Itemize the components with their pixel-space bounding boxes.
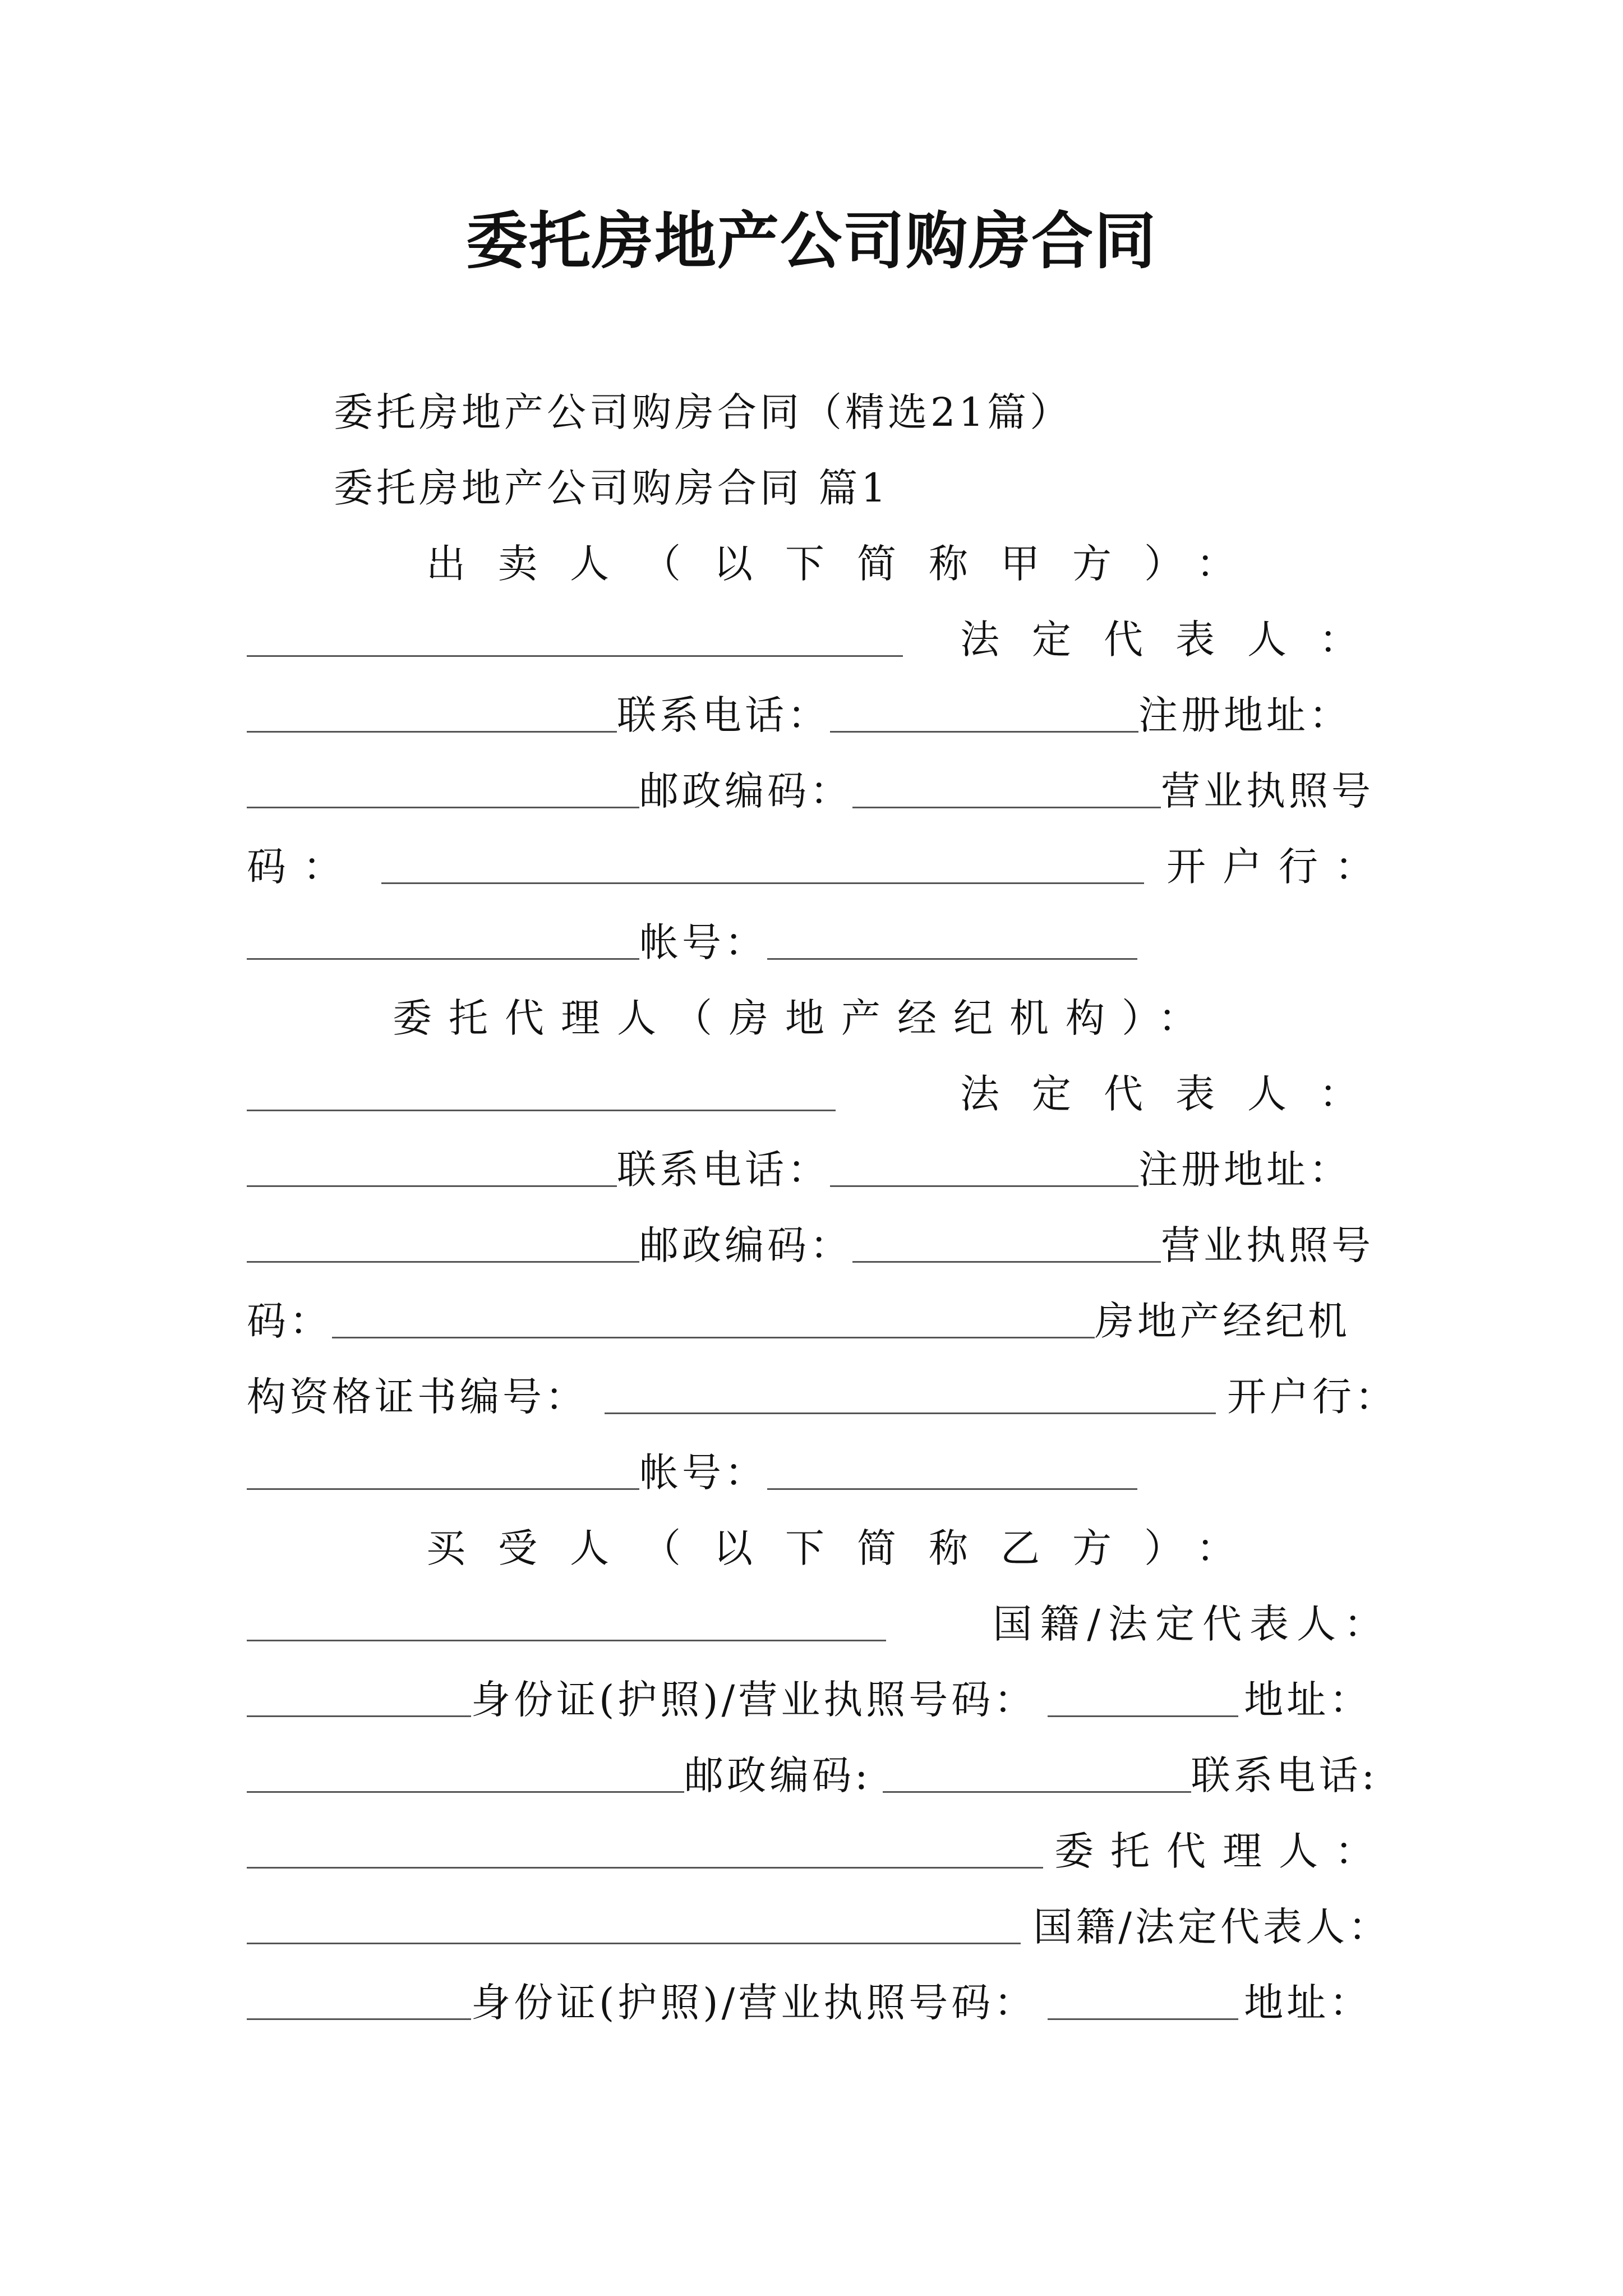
buyer-nationality-line: [247, 1593, 1391, 1655]
fill-blank[interactable]: [1048, 2007, 1238, 2020]
seller-license-line: [247, 836, 1391, 898]
fill-blank[interactable]: [332, 1326, 1095, 1338]
license-label-b: 码：: [247, 844, 359, 890]
buyer-postcode-line: [247, 1745, 1391, 1806]
buyer-agent-id-line: [247, 1972, 1391, 2033]
fill-blank[interactable]: [247, 1704, 471, 1717]
phone-label: 联系电话：: [617, 1147, 830, 1193]
agent-label-line: [393, 987, 1391, 1049]
reg-address-label: 注册地址：: [1138, 692, 1352, 738]
fill-blank[interactable]: [247, 2007, 471, 2020]
fill-blank[interactable]: [247, 1628, 886, 1641]
fill-blank[interactable]: [830, 1174, 1138, 1187]
fill-blank[interactable]: [247, 1856, 1043, 1869]
nationality-rep-label: 国籍/法定代表人：: [993, 1601, 1391, 1647]
buyer-agent-line: [247, 1820, 1391, 1882]
seller-account-line: [247, 912, 1391, 973]
seller-legal-rep-line: [247, 609, 1391, 670]
subtitle-text: 委托房地产公司购房合同（精选21篇）: [334, 389, 1073, 435]
fill-blank[interactable]: [1048, 1704, 1238, 1717]
agent-cert-line: [247, 1366, 1398, 1428]
id-number-label: 身份证(护照)/营业执照号码：: [471, 1980, 1037, 2026]
fill-blank[interactable]: [381, 871, 1144, 884]
agent-label: 委托代理人（房地产经纪机构）：: [393, 995, 1214, 1041]
legal-rep-label: 法定代表人：: [960, 1071, 1391, 1117]
seller-phone-line: [247, 684, 1391, 746]
fill-blank[interactable]: [852, 1250, 1161, 1263]
seller-label-line: [426, 533, 1391, 595]
broker-cert-label-a: 房地产经纪机: [1095, 1298, 1350, 1344]
fill-blank[interactable]: [247, 1931, 1021, 1944]
fill-blank[interactable]: [852, 795, 1161, 808]
fill-blank[interactable]: [767, 947, 1137, 960]
fill-blank[interactable]: [247, 1250, 639, 1263]
fill-blank[interactable]: [883, 1780, 1191, 1793]
postcode-label: 邮政编码:: [684, 1752, 872, 1798]
account-label: 帐号：: [639, 1450, 767, 1496]
fill-blank[interactable]: [247, 947, 639, 960]
buyer-agent-nationality-line: [247, 1896, 1391, 1958]
address-label: 地址：: [1244, 1980, 1372, 2026]
bank-label: 开户行：: [1166, 844, 1391, 890]
agent-phone-line: [247, 1139, 1391, 1200]
phone-label: 联系电话：: [617, 692, 830, 738]
buyer-label: 买受人（以下简称乙方）：: [426, 1525, 1268, 1571]
fill-blank[interactable]: [767, 1477, 1137, 1490]
postcode-label: 邮政编码：: [639, 768, 852, 814]
agent-postcode-line: [247, 1214, 1391, 1276]
fill-blank[interactable]: [247, 795, 639, 808]
legal-rep-label: 法定代表人：: [960, 616, 1391, 662]
fill-blank[interactable]: [605, 1401, 1216, 1414]
phone-label: 联系电话:: [1191, 1752, 1378, 1798]
account-label: 帐号：: [639, 919, 767, 965]
fill-blank[interactable]: [247, 1780, 684, 1793]
address-label: 地址：: [1244, 1677, 1372, 1723]
section-heading-text: 委托房地产公司购房合同 篇1: [334, 465, 889, 511]
seller-postcode-line: [247, 760, 1391, 822]
page-title: 委托房地产公司购房合同: [466, 205, 1157, 277]
section-heading: [334, 457, 1478, 519]
seller-label: 出卖人（以下简称甲方）：: [426, 541, 1268, 587]
nationality-rep-label: 国籍/法定代表人：: [1033, 1904, 1391, 1950]
broker-cert-label-b: 构资格证书编号：: [247, 1374, 588, 1420]
fill-blank[interactable]: [247, 1098, 836, 1111]
postcode-label: 邮政编码：: [639, 1222, 852, 1268]
id-number-label: 身份证(护照)/营业执照号码：: [471, 1677, 1037, 1723]
agent-account-line: [247, 1442, 1391, 1503]
bank-label: 开户行：: [1227, 1374, 1398, 1420]
agent-license-line: [247, 1290, 1391, 1352]
subtitle-line: [334, 381, 1478, 443]
reg-address-label: 注册地址：: [1138, 1147, 1352, 1193]
buyer-agent-label: 委托代理人：: [1054, 1828, 1391, 1874]
fill-blank[interactable]: [247, 1477, 639, 1490]
license-label-b: 码：: [247, 1298, 332, 1344]
buyer-id-line: [247, 1669, 1391, 1731]
fill-blank[interactable]: [247, 720, 617, 733]
buyer-label-line: [426, 1517, 1391, 1579]
fill-blank[interactable]: [247, 644, 903, 657]
license-label-a: 营业执照号: [1161, 1222, 1374, 1268]
fill-blank[interactable]: [830, 720, 1138, 733]
agent-legal-rep-line: [247, 1063, 1391, 1125]
fill-blank[interactable]: [247, 1174, 617, 1187]
license-label-a: 营业执照号: [1161, 768, 1374, 814]
